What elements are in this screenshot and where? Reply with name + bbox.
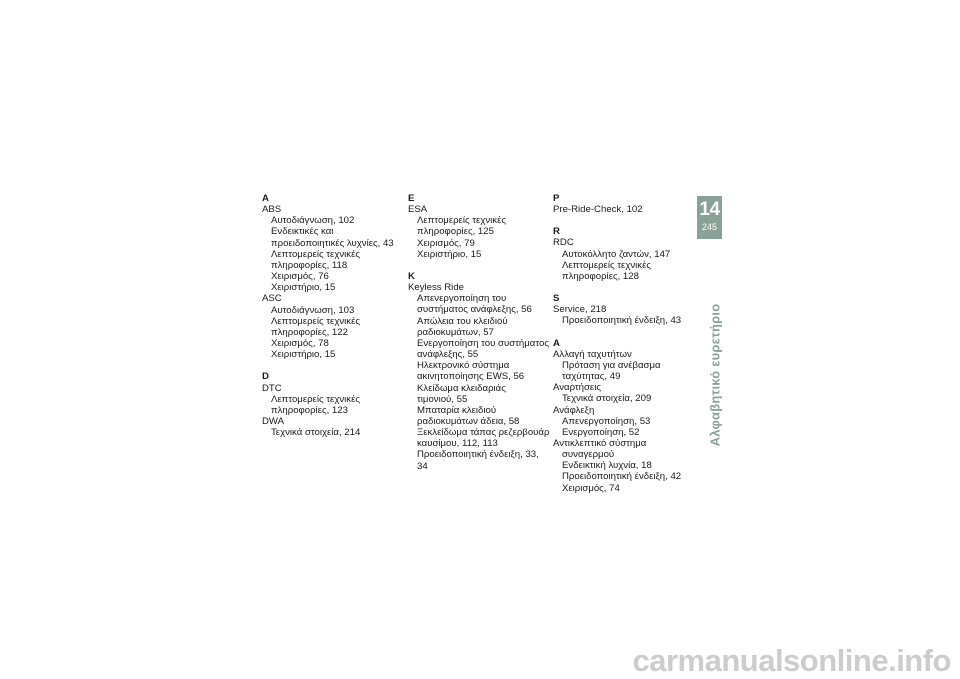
index-subentry: καυσίμου, 112, 113 [417,438,498,450]
index-subentry: 34 [417,460,428,472]
index-subentry: Τεχνικά στοιχεία, 209 [562,393,652,405]
section-letter: D [262,371,269,383]
section-letter: R [553,226,560,238]
index-subentry: τιμονιού, 55 [417,393,468,405]
index-subentry: πληροφορίες, 128 [562,270,639,282]
index-subentry: Λεπτομερείς τεχνικές [417,215,506,227]
index-term: ABS [262,204,282,216]
section-letter: K [408,270,415,282]
index-subentry: ανάφλεξης, 55 [417,349,479,361]
index-term: Αναρτήσεις [553,382,601,394]
index-term: ESA [408,204,428,216]
watermark: carmanualsonline.info [632,643,951,678]
index-subentry: προειδοποιητικές λυχνίες, 43 [271,237,394,249]
index-subentry: Αυτοδιάγνωση, 102 [271,215,355,227]
index-term: Pre-Ride-Check, 102 [553,204,643,216]
index-term: Αντικλεπτικό σύστημα [553,437,647,449]
index-subentry: συναγερμού [562,449,615,461]
index-term: ASC [262,293,282,305]
index-subentry: Ενδεικτικές και [271,226,334,238]
index-subentry: Ενδεικτική λυχνία, 18 [562,460,652,472]
index-subentry: πληροφορίες, 118 [271,259,348,271]
index-subentry: Αυτοδιάγνωση, 103 [271,304,355,316]
index-subentry: Προειδοποιητική ένδειξη, 42 [562,471,682,483]
index-subentry: ραδιοκυμάτων άδεια, 58 [417,415,520,427]
index-subentry: Χειρισμός, 78 [271,338,329,350]
index-subentry: ακινητοποίησης EWS, 56 [417,371,525,383]
index-subentry: Χειριστήριο, 15 [271,349,336,361]
index-subentry: Μπαταρία κλειδιού [417,404,497,416]
index-term: DWA [262,415,285,427]
index-column [262,193,407,438]
index-subentry: Απενεργοποίηση του [417,293,507,305]
index-term: Service, 218 [553,304,607,316]
index-term: Ανάφλεξη [553,404,595,416]
section-gap [553,215,698,226]
index-subentry: Ηλεκτρονικό σύστημα [417,360,510,372]
index-subentry: Λεπτομερείς τεχνικές [271,248,360,260]
section-gap [553,327,698,338]
index-term: RDC [553,237,574,249]
index-subentry: Χειρισμός, 74 [562,482,620,494]
index-column [553,193,698,494]
index-subentry: Απενεργοποίηση, 53 [562,415,651,427]
index-subentry: Ενεργοποίηση του συστήματος [417,337,549,349]
section-letter: Α [553,337,560,349]
index-subentry: Προειδοποιητική ένδειξη, 43 [562,315,682,327]
index-subentry: Αυτοκόλλητο ζαντών, 147 [562,248,671,260]
section-letter: E [408,193,415,204]
section-letter: S [553,293,560,305]
index-subentry: ραδιοκυμάτων, 57 [417,326,494,338]
index-subentry: Πρόταση για ανέβασμα [562,359,661,371]
index-term: Keyless Ride [408,282,464,294]
index-subentry: Λεπτομερείς τεχνικές [562,259,651,271]
index-subentry: Ξεκλείδωμα τάπας ρεζερβουάρ [417,427,550,439]
index-column [408,193,553,472]
index-term: Αλλαγή ταχυτήτων [553,348,632,360]
index-subentry: Λεπτομερείς τεχνικές [271,315,360,327]
section-gap [262,360,407,371]
index-subentry: Χειριστήριο, 15 [417,248,482,260]
section-letter: A [262,193,269,204]
index-subentry: πληροφορίες, 122 [271,326,348,338]
index-subentry: πληροφορίες, 123 [271,404,348,416]
index-subentry: Τεχνικά στοιχεία, 214 [271,427,361,439]
section-gap [408,260,553,271]
index-subentry: Προειδοποιητική ένδειξη, 33, [417,449,539,461]
index-subentry: Κλείδωμα κλειδαριάς [417,382,506,394]
index-subentry: ταχύτητας, 49 [562,371,621,383]
chapter-title: Αλφαβητικό ευρετήριο [707,303,723,447]
index-subentry: Λεπτομερείς τεχνικές [271,393,360,405]
section-gap [553,282,698,293]
index-subentry: Ενεργοποίηση, 52 [562,426,640,438]
section-letter: P [553,193,560,204]
index-term: DTC [262,382,282,394]
index-subentry: συστήματος ανάφλεξης, 56 [417,304,532,316]
index-subentry: Απώλεια του κλειδιού [417,315,508,327]
chapter-tab [697,196,722,239]
chapter-number: 14 [699,199,720,220]
index-subentry: πληροφορίες, 125 [417,226,494,238]
index-subentry: Χειρισμός, 79 [417,237,475,249]
page-number: 245 [701,222,718,232]
index-subentry: Χειρισμός, 76 [271,271,329,283]
index-subentry: Χειριστήριο, 15 [271,282,336,294]
